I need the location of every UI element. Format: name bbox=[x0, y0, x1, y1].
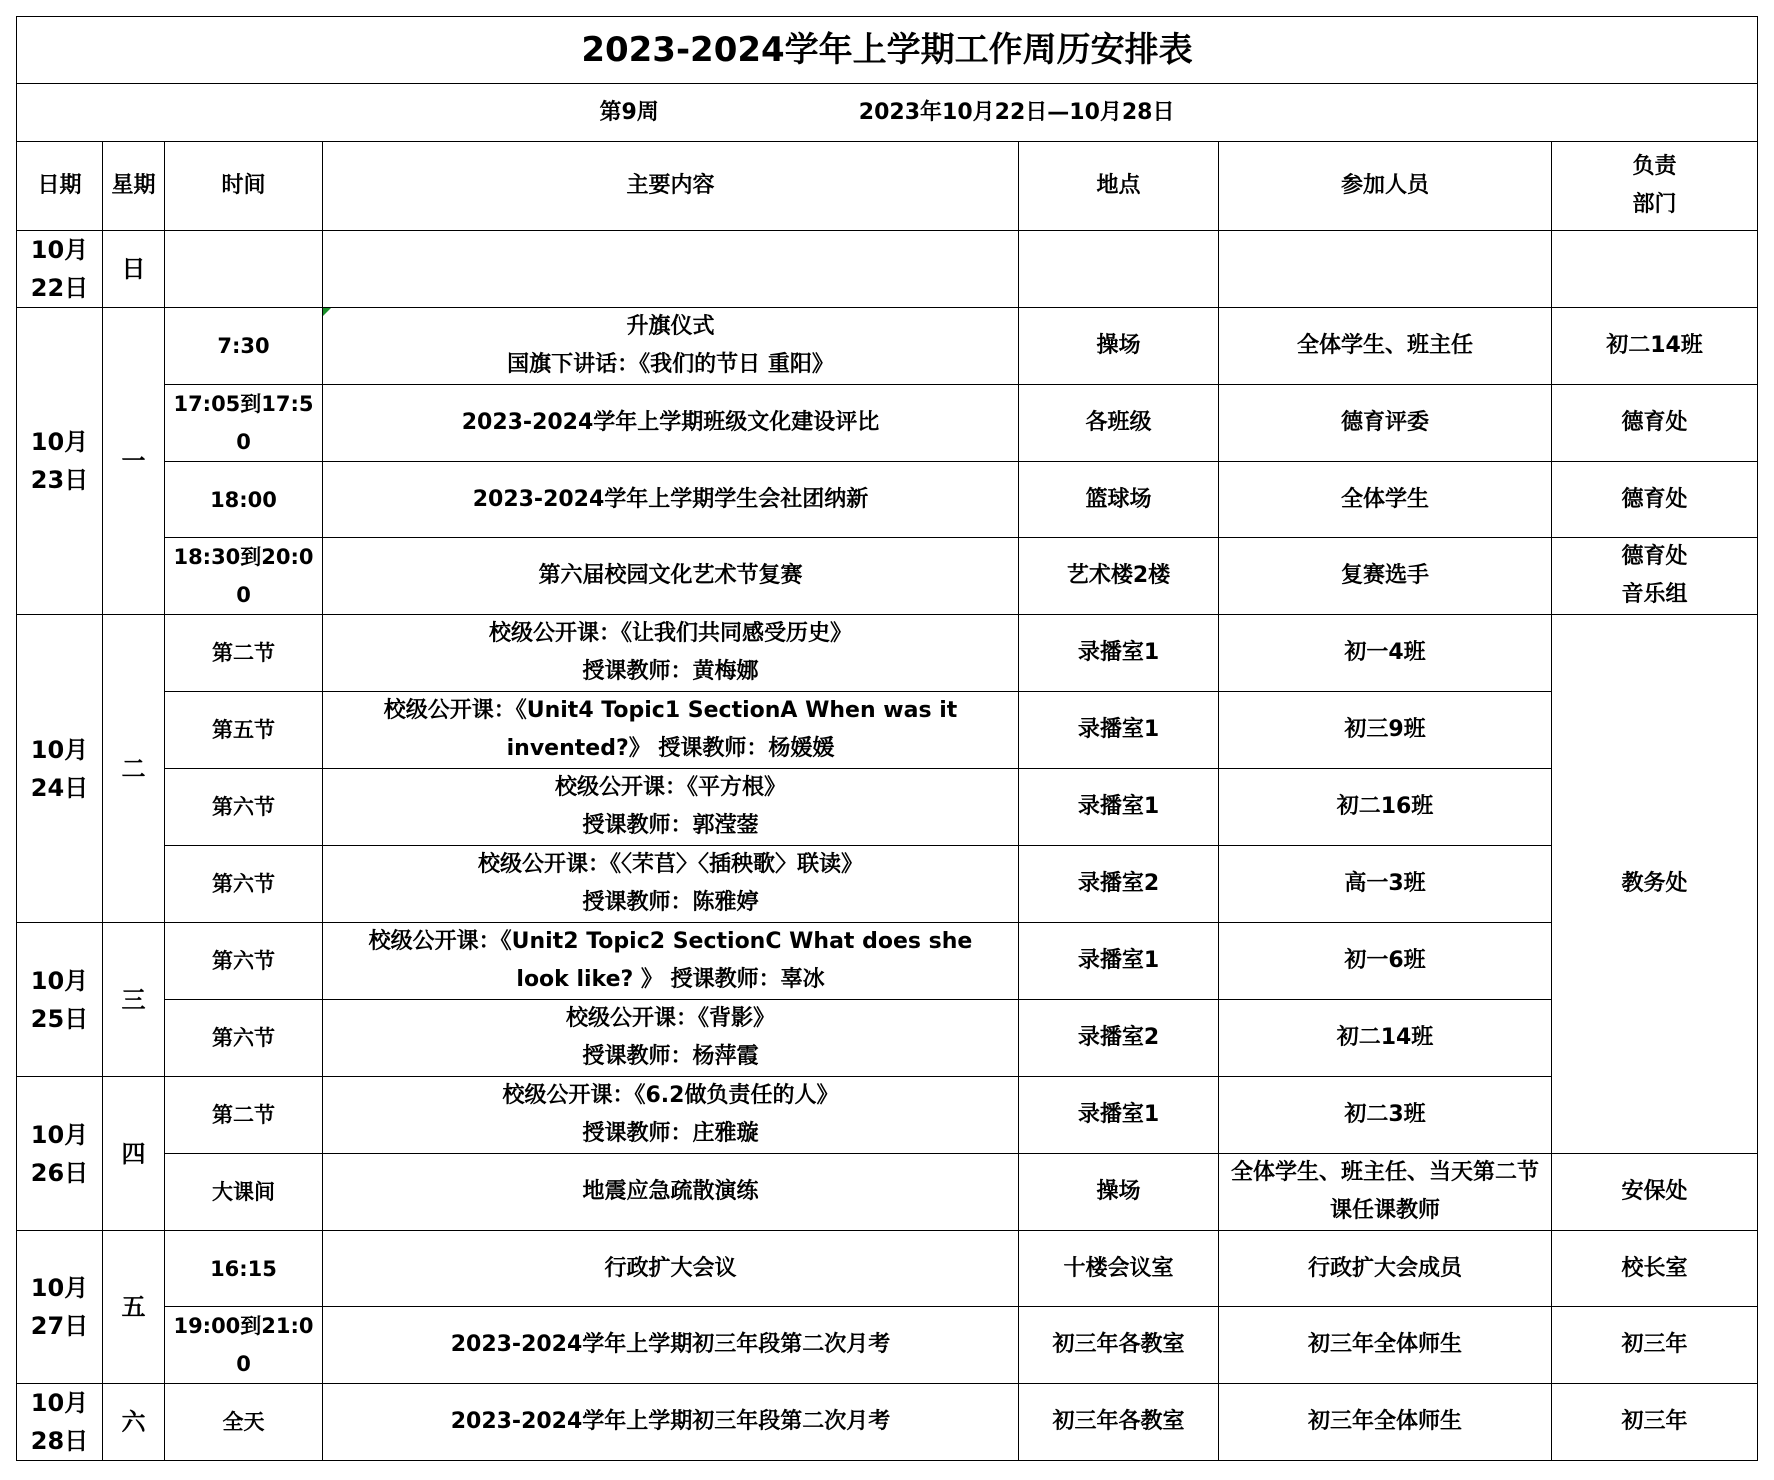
participants-cell: 初一4班 bbox=[1219, 615, 1552, 692]
department-cell: 校长室 bbox=[1552, 1231, 1758, 1307]
week-number: 第9周 bbox=[599, 99, 659, 125]
content-cell bbox=[323, 231, 1019, 308]
department-line2: 音乐组 bbox=[1621, 582, 1688, 607]
table-row bbox=[17, 385, 1758, 462]
weekday-cell: 日 bbox=[103, 231, 165, 308]
time-cell: 第六节 bbox=[165, 923, 323, 1000]
content-line1: 升旗仪式 bbox=[626, 314, 715, 339]
date-cell bbox=[17, 1077, 103, 1231]
content-line2: invented?》 授课教师：杨媛媛 bbox=[506, 736, 835, 761]
date-cell bbox=[17, 615, 103, 923]
time-cell: 大课间 bbox=[165, 1154, 323, 1231]
time-cell: 7:30 bbox=[165, 308, 323, 385]
date-cell bbox=[17, 1231, 103, 1384]
content-cell: 地震应急疏散演练 bbox=[323, 1154, 1019, 1231]
content-line1: 校级公开课：《让我们共同感受历史》 bbox=[488, 621, 852, 646]
date-day: 24日 bbox=[30, 773, 89, 802]
date-day: 26日 bbox=[30, 1158, 89, 1187]
location-cell: 录播室2 bbox=[1019, 1000, 1219, 1077]
participants-cell: 初二14班 bbox=[1219, 1000, 1552, 1077]
location-cell: 十楼会议室 bbox=[1019, 1231, 1219, 1307]
header-department-line1: 负责 bbox=[1632, 154, 1677, 179]
participants-cell: 初三年全体师生 bbox=[1219, 1307, 1552, 1384]
weekday-cell: 五 bbox=[103, 1231, 165, 1384]
participants-cell: 初二3班 bbox=[1219, 1077, 1552, 1154]
time-cell bbox=[165, 231, 323, 308]
content-cell bbox=[323, 615, 1019, 692]
content-line2: 国旗下讲话：《我们的节日 重阳》 bbox=[507, 352, 834, 377]
week-info bbox=[17, 84, 1758, 142]
location-cell: 篮球场 bbox=[1019, 462, 1219, 538]
location-cell: 录播室1 bbox=[1019, 692, 1219, 769]
location-cell: 录播室2 bbox=[1019, 846, 1219, 923]
header-department bbox=[1552, 142, 1758, 231]
department-line1: 德育处 bbox=[1621, 544, 1688, 569]
header-location: 地点 bbox=[1019, 142, 1219, 231]
date-day: 22日 bbox=[30, 274, 89, 302]
table-row bbox=[17, 1231, 1758, 1307]
header-date: 日期 bbox=[17, 142, 103, 231]
content-cell: 行政扩大会议 bbox=[323, 1231, 1019, 1307]
content-cell: 2023-2024学年上学期初三年段第二次月考 bbox=[323, 1307, 1019, 1384]
department-cell: 初三年 bbox=[1552, 1307, 1758, 1384]
content-cell bbox=[323, 308, 1019, 385]
content-line1: 校级公开课：《平方根》 bbox=[554, 775, 786, 800]
content-cell: 2023-2024学年上学期学生会社团纳新 bbox=[323, 462, 1019, 538]
participants-cell bbox=[1219, 231, 1552, 308]
department-cell bbox=[1552, 538, 1758, 615]
department-cell: 初三年 bbox=[1552, 1384, 1758, 1461]
table-row bbox=[17, 1384, 1758, 1461]
participants-cell: 复赛选手 bbox=[1219, 538, 1552, 615]
weekday-cell: 二 bbox=[103, 615, 165, 923]
table-row bbox=[17, 231, 1758, 308]
date-month: 10月 bbox=[30, 735, 89, 764]
cell-comment-marker bbox=[323, 308, 331, 316]
time-cell: 第六节 bbox=[165, 1000, 323, 1077]
header-row bbox=[17, 142, 1758, 231]
content-line2: 授课教师：庄雅璇 bbox=[582, 1121, 759, 1146]
date-month: 10月 bbox=[30, 1120, 89, 1149]
header-content: 主要内容 bbox=[323, 142, 1019, 231]
date-month: 10月 bbox=[30, 236, 89, 264]
date-cell bbox=[17, 1384, 103, 1461]
time-cell: 18:30到20:00 bbox=[165, 538, 323, 615]
time-cell: 19:00到21:00 bbox=[165, 1307, 323, 1384]
content-cell: 第六届校园文化艺术节复赛 bbox=[323, 538, 1019, 615]
content-cell bbox=[323, 1000, 1019, 1077]
time-cell: 第二节 bbox=[165, 615, 323, 692]
table-row bbox=[17, 308, 1758, 385]
department-cell: 德育处 bbox=[1552, 385, 1758, 462]
participants-cell: 行政扩大会成员 bbox=[1219, 1231, 1552, 1307]
table-row bbox=[17, 846, 1758, 923]
content-line2: 授课教师：黄梅娜 bbox=[582, 659, 759, 684]
header-time: 时间 bbox=[165, 142, 323, 231]
content-line2: 授课教师：陈雅婷 bbox=[582, 890, 759, 915]
header-department-line2: 部门 bbox=[1632, 192, 1677, 217]
table-row bbox=[17, 1077, 1758, 1154]
time-cell: 16:15 bbox=[165, 1231, 323, 1307]
content-line2: 授课教师：杨萍霞 bbox=[582, 1044, 759, 1069]
table-row bbox=[17, 1307, 1758, 1384]
location-cell: 初三年各教室 bbox=[1019, 1384, 1219, 1461]
location-cell: 艺术楼2楼 bbox=[1019, 538, 1219, 615]
department-cell: 教务处 bbox=[1552, 615, 1758, 1154]
location-cell: 各班级 bbox=[1019, 385, 1219, 462]
participants-cell: 德育评委 bbox=[1219, 385, 1552, 462]
content-cell: 2023-2024学年上学期班级文化建设评比 bbox=[323, 385, 1019, 462]
content-cell bbox=[323, 923, 1019, 1000]
participants-cell: 全体学生、班主任、当天第二节课任课教师 bbox=[1219, 1154, 1552, 1231]
department-cell bbox=[1552, 231, 1758, 308]
date-month: 10月 bbox=[30, 428, 89, 456]
content-line2: look like? 》 授课教师：辜冰 bbox=[516, 967, 825, 992]
schedule-sheet bbox=[16, 16, 1757, 1461]
participants-cell: 初二16班 bbox=[1219, 769, 1552, 846]
table-row bbox=[17, 615, 1758, 692]
table-row bbox=[17, 923, 1758, 1000]
date-cell bbox=[17, 231, 103, 308]
weekday-cell: 一 bbox=[103, 308, 165, 615]
content-cell: 2023-2024学年上学期初三年段第二次月考 bbox=[323, 1384, 1019, 1461]
time-cell: 第六节 bbox=[165, 769, 323, 846]
location-cell: 操场 bbox=[1019, 308, 1219, 385]
header-participants: 参加人员 bbox=[1219, 142, 1552, 231]
table-row bbox=[17, 692, 1758, 769]
content-cell bbox=[323, 1077, 1019, 1154]
date-month: 10月 bbox=[30, 1274, 89, 1302]
time-cell: 第五节 bbox=[165, 692, 323, 769]
content-line1: 校级公开课：《〈芣苢〉〈插秧歌〉联读》 bbox=[477, 852, 863, 877]
weekday-cell: 三 bbox=[103, 923, 165, 1077]
table-row bbox=[17, 769, 1758, 846]
content-cell bbox=[323, 769, 1019, 846]
location-cell: 录播室1 bbox=[1019, 769, 1219, 846]
date-day: 28日 bbox=[30, 1427, 89, 1455]
time-cell: 17:05到17:50 bbox=[165, 385, 323, 462]
location-cell: 操场 bbox=[1019, 1154, 1219, 1231]
time-cell: 第二节 bbox=[165, 1077, 323, 1154]
content-cell bbox=[323, 692, 1019, 769]
table-row bbox=[17, 1154, 1758, 1231]
time-cell: 全天 bbox=[165, 1384, 323, 1461]
participants-cell: 初三9班 bbox=[1219, 692, 1552, 769]
date-month: 10月 bbox=[30, 1389, 89, 1417]
content-line1: 校级公开课：《6.2做负责任的人》 bbox=[502, 1083, 839, 1108]
table-row bbox=[17, 1000, 1758, 1077]
weekday-cell: 六 bbox=[103, 1384, 165, 1461]
date-day: 25日 bbox=[30, 1004, 89, 1033]
date-cell bbox=[17, 923, 103, 1077]
page-title: 2023-2024学年上学期工作周历安排表 bbox=[17, 17, 1758, 84]
participants-cell: 初三年全体师生 bbox=[1219, 1384, 1552, 1461]
location-cell: 录播室1 bbox=[1019, 923, 1219, 1000]
content-line1: 校级公开课：《Unit4 Topic1 SectionA When was it bbox=[383, 698, 958, 723]
date-day: 27日 bbox=[30, 1312, 89, 1340]
participants-cell: 全体学生 bbox=[1219, 462, 1552, 538]
location-cell bbox=[1019, 231, 1219, 308]
content-line2: 授课教师：郭滢蓥 bbox=[582, 813, 759, 838]
table-row bbox=[17, 538, 1758, 615]
location-cell: 录播室1 bbox=[1019, 1077, 1219, 1154]
weekday-cell: 四 bbox=[103, 1077, 165, 1231]
content-line1: 校级公开课：《背影》 bbox=[565, 1006, 775, 1031]
time-cell: 第六节 bbox=[165, 846, 323, 923]
date-day: 23日 bbox=[30, 466, 89, 494]
table-row bbox=[17, 462, 1758, 538]
time-cell: 18:00 bbox=[165, 462, 323, 538]
date-range: 2023年10月22日—10月28日 bbox=[858, 99, 1175, 125]
department-cell: 初二14班 bbox=[1552, 308, 1758, 385]
header-weekday: 星期 bbox=[103, 142, 165, 231]
department-cell: 德育处 bbox=[1552, 462, 1758, 538]
date-month: 10月 bbox=[30, 966, 89, 995]
location-cell: 初三年各教室 bbox=[1019, 1307, 1219, 1384]
date-cell bbox=[17, 308, 103, 615]
participants-cell: 高一3班 bbox=[1219, 846, 1552, 923]
participants-cell: 初一6班 bbox=[1219, 923, 1552, 1000]
location-cell: 录播室1 bbox=[1019, 615, 1219, 692]
content-cell bbox=[323, 846, 1019, 923]
department-cell: 安保处 bbox=[1552, 1154, 1758, 1231]
content-line1: 校级公开课：《Unit2 Topic2 SectionC What does she bbox=[368, 929, 973, 954]
schedule-table bbox=[16, 16, 1758, 1461]
participants-cell: 全体学生、班主任 bbox=[1219, 308, 1552, 385]
